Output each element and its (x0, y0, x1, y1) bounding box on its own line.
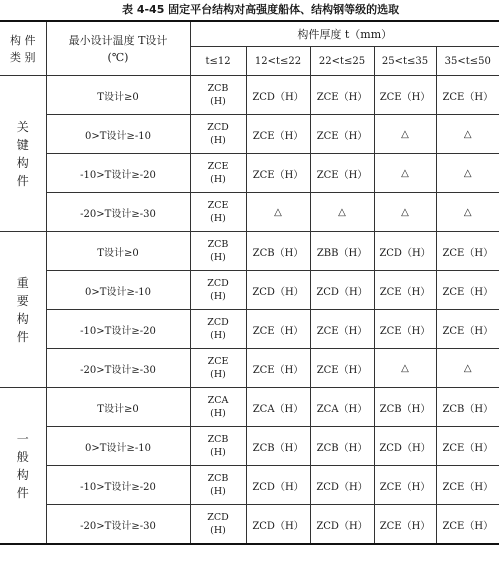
grade-cell: ZCD（H） (310, 505, 374, 545)
table-row (0, 310, 499, 349)
temperature-cell: 0>T设计≥-10 (46, 271, 190, 310)
grade-cell: ZCB（H） (436, 388, 499, 427)
header-t-range: 25<t≤35 (374, 47, 436, 76)
grade-line: ZCB (207, 434, 229, 445)
grade-cell (190, 427, 246, 466)
grade-cell (190, 271, 246, 310)
grade-line: (H) (210, 174, 226, 185)
grade-cell: ZCD（H） (374, 427, 436, 466)
grade-cell: ZCA（H） (246, 388, 310, 427)
header-t-range: 35<t≤50 (436, 47, 499, 76)
grade-line: (H) (210, 96, 226, 107)
grade-cell: ZCE（H） (436, 232, 499, 271)
category-char: 构 (16, 155, 29, 170)
temperature-cell: -10>T设计≥-20 (46, 154, 190, 193)
grade-cell (190, 466, 246, 505)
grade-cell: ZCD（H） (374, 232, 436, 271)
grade-cell: ZCE（H） (436, 466, 499, 505)
header-t-range: 12<t≤22 (246, 47, 310, 76)
grade-cell: △ (374, 115, 436, 154)
grade-cell: ZCE（H） (246, 310, 310, 349)
grade-cell (190, 505, 246, 545)
grade-cell: ZCD（H） (246, 466, 310, 505)
grade-cell: ZBB（H） (310, 232, 374, 271)
grade-cell: △ (436, 115, 499, 154)
grade-line: (H) (210, 447, 226, 458)
table-row (0, 505, 499, 545)
header-row-1 (0, 21, 499, 47)
grade-line: (H) (210, 213, 226, 224)
grade-cell: △ (310, 193, 374, 232)
grade-line: ZCE (207, 161, 229, 172)
temperature-cell: 0>T设计≥-10 (46, 115, 190, 154)
grade-cell: ZCE（H） (436, 427, 499, 466)
grade-cell: ZCE（H） (246, 115, 310, 154)
grade-cell: ZCE（H） (310, 310, 374, 349)
grade-line: (H) (210, 525, 226, 536)
header-thickness-title: 构件厚度 t（mm） (190, 21, 499, 47)
temperature-cell: 0>T设计≥-10 (46, 427, 190, 466)
header-category-line1: 构 件 (10, 33, 36, 47)
grade-cell (190, 154, 246, 193)
category-cell (0, 232, 46, 388)
grade-cell: ZCE（H） (246, 154, 310, 193)
table-row (0, 271, 499, 310)
grade-line: ZCD (207, 512, 229, 523)
grade-cell: ZCE（H） (436, 505, 499, 545)
grade-cell (190, 349, 246, 388)
grade-cell: ZCE（H） (246, 349, 310, 388)
table-row (0, 193, 499, 232)
table-row (0, 154, 499, 193)
category-char: 件 (16, 329, 29, 344)
grade-line: (H) (210, 252, 226, 263)
grade-cell: △ (436, 349, 499, 388)
grade-cell: ZCE（H） (374, 76, 436, 115)
grade-cell (190, 388, 246, 427)
grade-line: ZCD (207, 278, 229, 289)
category-char: 件 (16, 485, 29, 500)
table-row (0, 466, 499, 505)
table-row (0, 427, 499, 466)
grade-line: (H) (210, 369, 226, 380)
grade-cell: △ (246, 193, 310, 232)
category-char: 重 (16, 275, 29, 290)
temperature-cell: T设计≥0 (46, 76, 190, 115)
table-row (0, 115, 499, 154)
table-row (0, 349, 499, 388)
grade-cell: △ (436, 193, 499, 232)
grade-cell (190, 193, 246, 232)
grade-cell: △ (374, 193, 436, 232)
grade-cell: ZCA（H） (310, 388, 374, 427)
grade-line: ZCA (207, 395, 229, 406)
table-row (0, 232, 499, 271)
header-t-range: t≤12 (190, 47, 246, 76)
grade-cell: ZCE（H） (310, 76, 374, 115)
grade-cell: ZCD（H） (246, 76, 310, 115)
category-char: 键 (16, 137, 29, 152)
grade-cell: ZCB（H） (374, 388, 436, 427)
grade-cell: △ (436, 154, 499, 193)
category-char: 要 (16, 293, 29, 308)
grade-cell (190, 115, 246, 154)
category-char: 构 (16, 467, 29, 482)
grade-cell: ZCD（H） (310, 271, 374, 310)
grade-line: (H) (210, 330, 226, 341)
steel-grade-table (0, 20, 499, 545)
temperature-cell: -20>T设计≥-30 (46, 349, 190, 388)
grade-cell: ZCB（H） (246, 427, 310, 466)
grade-line: (H) (210, 408, 226, 419)
category-cell (0, 388, 46, 545)
grade-line: ZCD (207, 122, 229, 133)
category-char: 关 (16, 119, 29, 134)
grade-line: ZCD (207, 317, 229, 328)
grade-cell (190, 232, 246, 271)
grade-cell: ZCD（H） (246, 271, 310, 310)
category-char: 件 (16, 173, 29, 188)
header-category (0, 21, 46, 76)
header-min-temp (46, 21, 190, 76)
grade-cell: ZCE（H） (310, 154, 374, 193)
temperature-cell: -20>T设计≥-30 (46, 193, 190, 232)
temperature-cell: -10>T设计≥-20 (46, 310, 190, 349)
grade-cell: ZCE（H） (374, 271, 436, 310)
temperature-cell: -10>T设计≥-20 (46, 466, 190, 505)
grade-line: ZCB (207, 473, 229, 484)
header-t-range: 22<t≤25 (310, 47, 374, 76)
grade-cell: ZCE（H） (436, 76, 499, 115)
grade-cell: △ (374, 349, 436, 388)
grade-cell: ZCE（H） (374, 505, 436, 545)
grade-cell: ZCE（H） (436, 310, 499, 349)
grade-cell: ZCB（H） (246, 232, 310, 271)
table-caption: 表 4-45 固定平台结构对高强度船体、结构钢等级的选取 (122, 3, 400, 16)
grade-line: (H) (210, 486, 226, 497)
table-row (0, 388, 499, 427)
category-char: 构 (16, 311, 29, 326)
grade-cell: ZCE（H） (374, 310, 436, 349)
table-row (0, 76, 499, 115)
grade-cell: △ (374, 154, 436, 193)
grade-cell: ZCE（H） (310, 115, 374, 154)
grade-cell: ZCD（H） (310, 466, 374, 505)
grade-line: (H) (210, 291, 226, 302)
grade-line: ZCB (207, 83, 229, 94)
header-min-temp-line2: (℃) (107, 50, 129, 64)
grade-cell (190, 76, 246, 115)
header-category-line2: 类 别 (10, 50, 36, 64)
grade-cell: ZCD（H） (246, 505, 310, 545)
grade-line: ZCE (207, 200, 229, 211)
header-min-temp-line1: 最小设计温度 T设计 (68, 33, 168, 47)
grade-line: (H) (210, 135, 226, 146)
grade-line: ZCE (207, 356, 229, 367)
temperature-cell: -20>T设计≥-30 (46, 505, 190, 545)
grade-line: ZCB (207, 239, 229, 250)
grade-cell: ZCE（H） (310, 349, 374, 388)
grade-cell: ZCE（H） (374, 466, 436, 505)
category-char: 般 (16, 449, 29, 464)
category-cell (0, 76, 46, 232)
grade-cell: ZCB（H） (310, 427, 374, 466)
temperature-cell: T设计≥0 (46, 232, 190, 271)
category-char: 一 (16, 431, 29, 446)
temperature-cell: T设计≥0 (46, 388, 190, 427)
grade-cell (190, 310, 246, 349)
grade-cell: ZCE（H） (436, 271, 499, 310)
